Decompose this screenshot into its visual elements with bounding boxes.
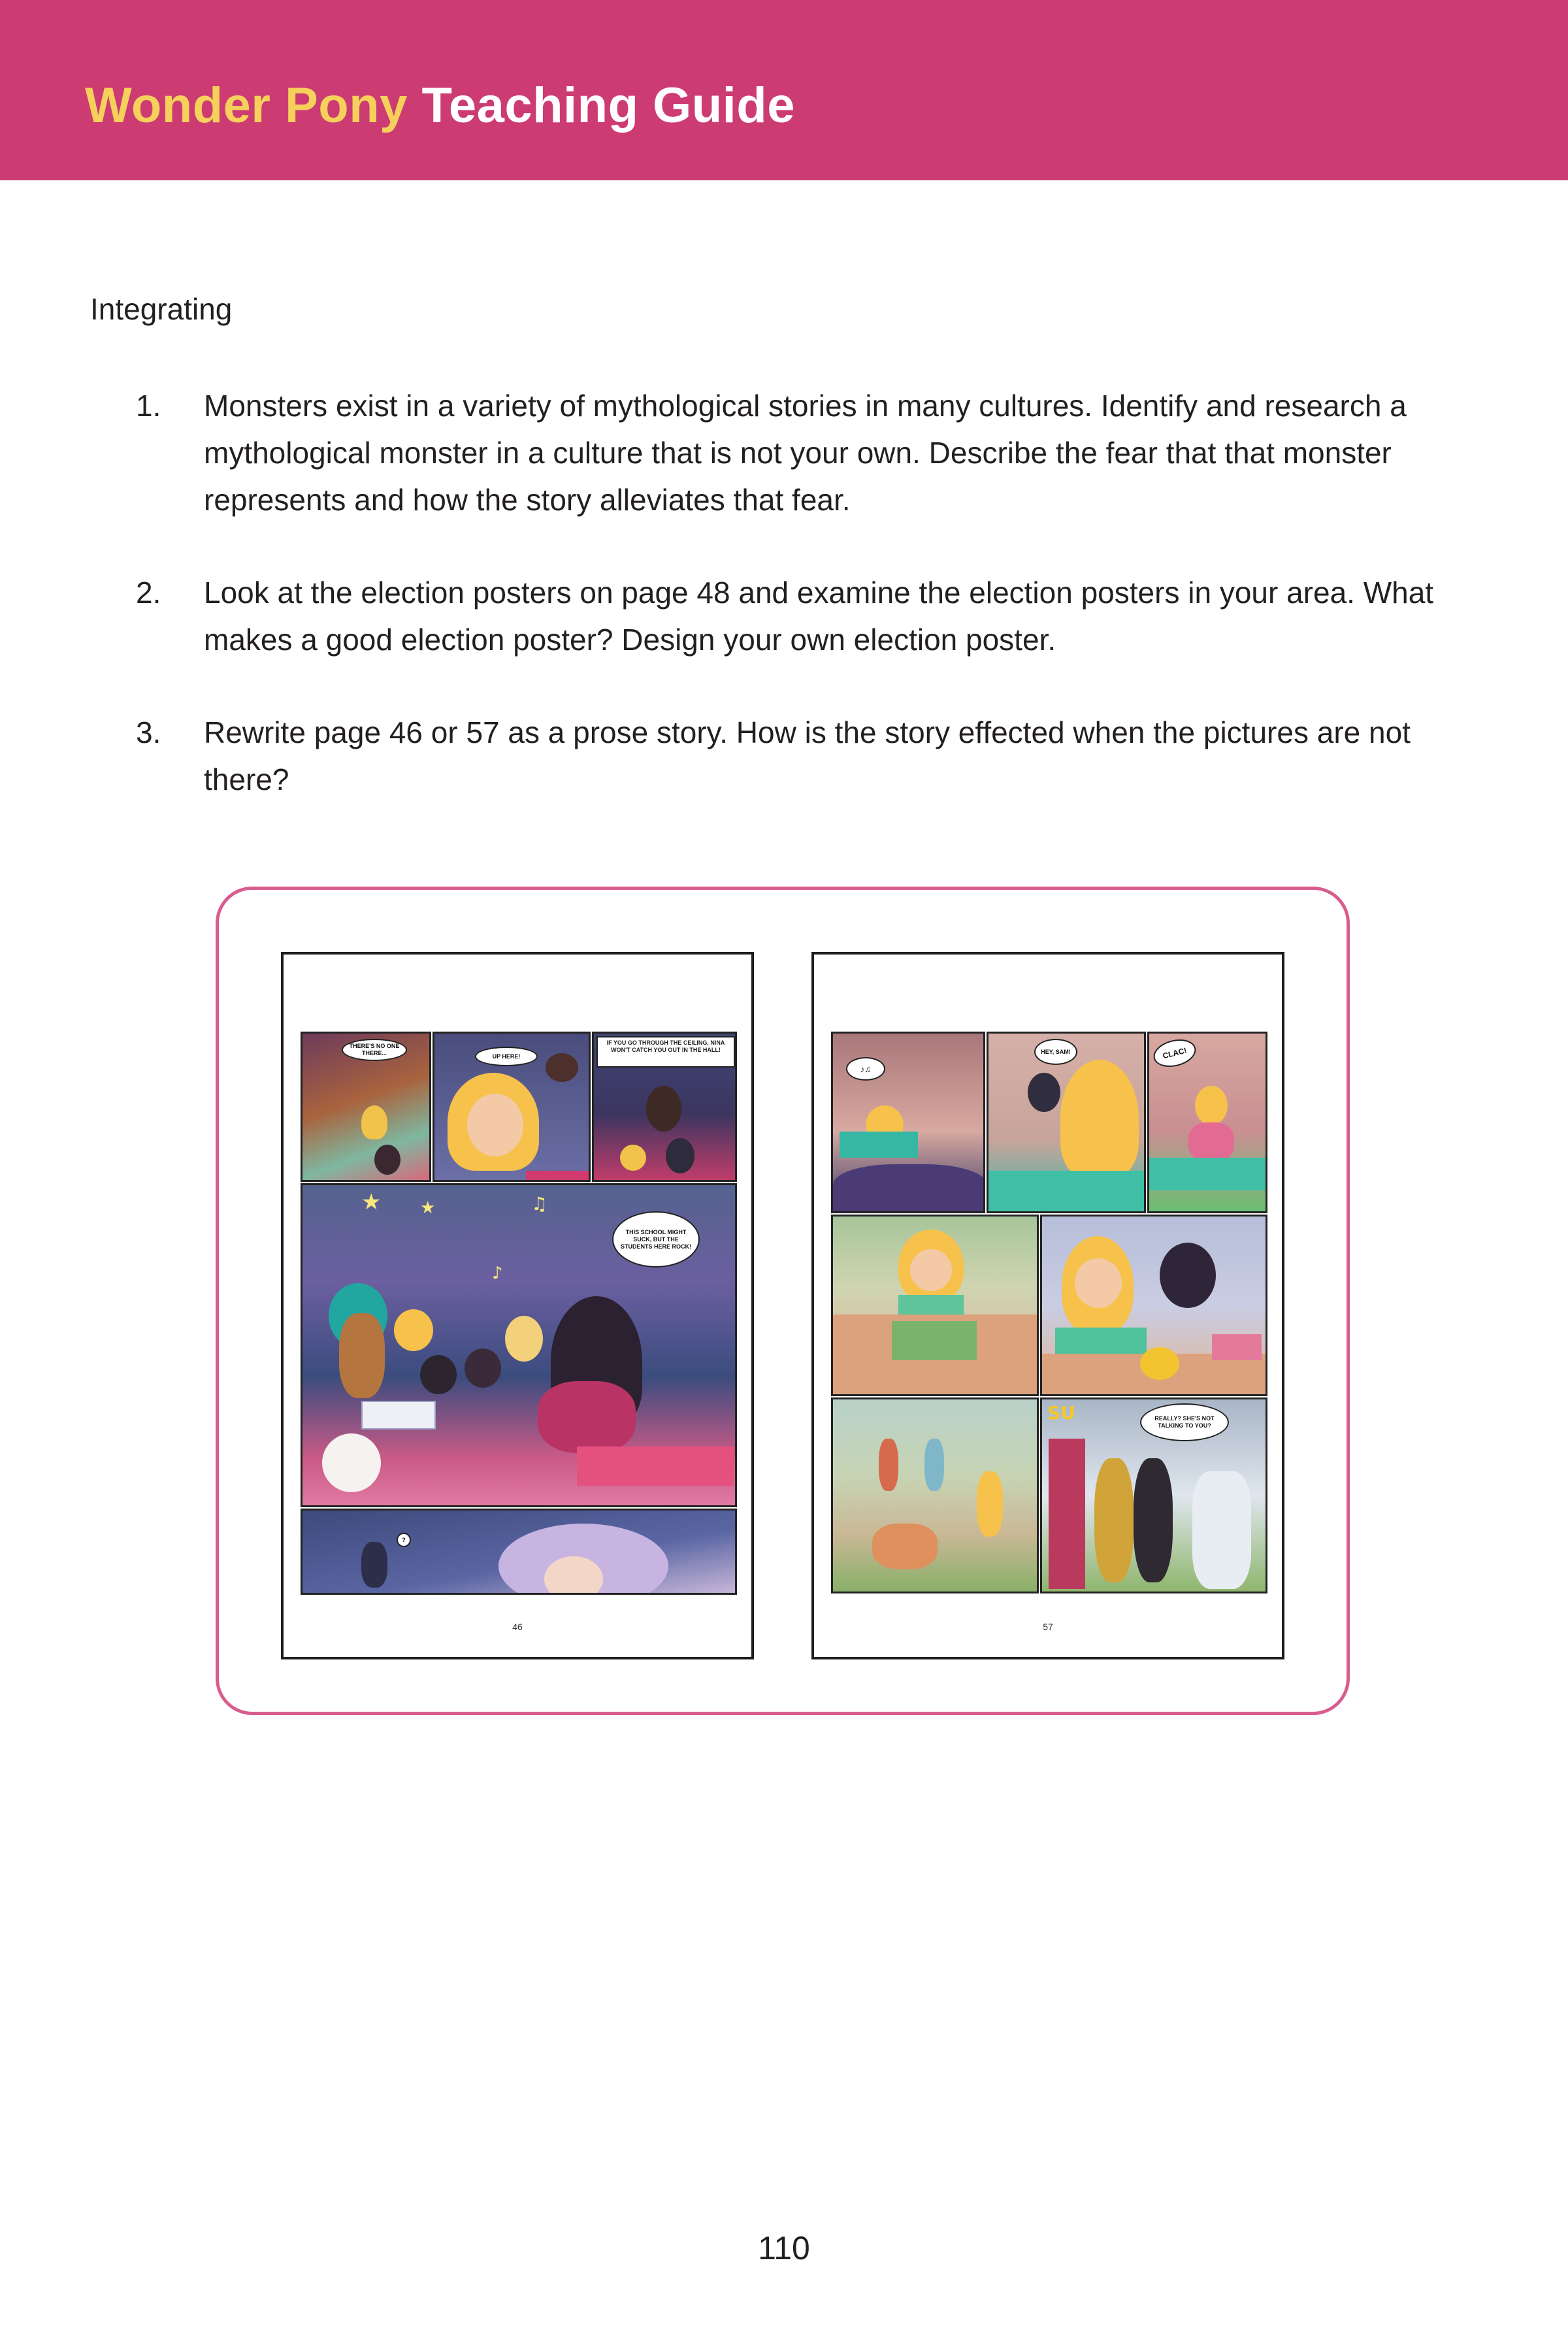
comic-panel bbox=[831, 1215, 1039, 1396]
comic-character bbox=[1094, 1458, 1134, 1582]
comic-character bbox=[646, 1086, 681, 1132]
guide-title-suffix: Teaching Guide bbox=[421, 78, 795, 133]
comic-character bbox=[924, 1439, 944, 1491]
comic-character bbox=[394, 1309, 433, 1351]
speech-bubble: HEY, SAM! bbox=[1034, 1039, 1077, 1065]
question-list bbox=[136, 382, 1495, 849]
comic-panel bbox=[301, 1509, 737, 1595]
comic-character bbox=[546, 1053, 578, 1082]
comic-furniture bbox=[833, 1164, 985, 1213]
question-number: 1. bbox=[136, 389, 161, 423]
comic-furniture bbox=[1212, 1334, 1262, 1360]
speech-bubble: REALLY? SHE'S NOT TALKING TO YOU? bbox=[1140, 1403, 1229, 1441]
comic-page-57 bbox=[811, 952, 1284, 1659]
comic-furniture bbox=[988, 1171, 1146, 1213]
comic-character bbox=[910, 1249, 952, 1291]
comic-furniture bbox=[1049, 1439, 1085, 1589]
music-note-icon: ♪ bbox=[492, 1264, 503, 1283]
comic-character bbox=[538, 1381, 636, 1453]
comic-character bbox=[505, 1316, 543, 1362]
comic-character bbox=[339, 1313, 385, 1398]
question-text: Monsters exist in a variety of mythological stories in many cultures. Identify and research a mythological monster in a culture that is not your own. Describe the fear that that monster represents and how the story alleviates that fear. bbox=[204, 389, 1407, 517]
speech-bubble: UP HERE! bbox=[475, 1047, 538, 1066]
comic-character bbox=[467, 1094, 523, 1156]
music-note-icon: ♫ bbox=[531, 1193, 548, 1215]
comic-page-number: 57 bbox=[1043, 1622, 1053, 1632]
comic-panel bbox=[433, 1032, 591, 1182]
comic-panel bbox=[592, 1032, 737, 1182]
comic-character bbox=[361, 1542, 387, 1588]
comic-page-46 bbox=[281, 952, 754, 1659]
speech-bubble: THERE'S NO ONE THERE... bbox=[342, 1039, 407, 1061]
comic-furniture bbox=[892, 1321, 977, 1360]
comic-figure-frame bbox=[216, 887, 1350, 1715]
speech-bubble: THIS SCHOOL MIGHT SUCK, BUT THE STUDENTS HERE ROCK! bbox=[612, 1211, 700, 1267]
comic-character bbox=[1028, 1073, 1060, 1112]
comic-character bbox=[1075, 1258, 1122, 1308]
comic-character bbox=[526, 1171, 591, 1182]
star-icon: ★ bbox=[420, 1198, 436, 1218]
speech-bubble: ? bbox=[397, 1533, 411, 1547]
sound-effect-text: SU bbox=[1047, 1402, 1075, 1424]
speech-bubble: ♪♫ bbox=[846, 1057, 885, 1081]
comic-character bbox=[977, 1471, 1003, 1537]
comic-character bbox=[1060, 1060, 1139, 1177]
comic-character bbox=[879, 1439, 898, 1491]
comic-character bbox=[1195, 1086, 1228, 1125]
comic-panel bbox=[831, 1397, 1039, 1593]
comic-furniture bbox=[840, 1132, 918, 1158]
question-number: 3. bbox=[136, 715, 161, 749]
comic-furniture bbox=[1149, 1158, 1267, 1190]
comic-character bbox=[1160, 1243, 1216, 1308]
comic-character bbox=[1192, 1471, 1251, 1589]
comic-character bbox=[1134, 1458, 1173, 1582]
comic-furniture bbox=[577, 1446, 734, 1486]
comic-character bbox=[420, 1355, 457, 1394]
guide-title bbox=[85, 78, 795, 133]
comic-panel bbox=[301, 1032, 431, 1182]
comic-character bbox=[1188, 1122, 1234, 1162]
comic-panel bbox=[1040, 1397, 1267, 1593]
comic-furniture bbox=[322, 1433, 381, 1492]
comic-furniture bbox=[1140, 1347, 1179, 1380]
comic-panel bbox=[831, 1032, 985, 1213]
comic-character bbox=[666, 1138, 694, 1173]
section-heading: Integrating bbox=[90, 292, 233, 326]
question-item bbox=[136, 709, 1495, 803]
speech-bubble: CLAC! bbox=[1151, 1036, 1199, 1071]
caption-box: IF YOU GO THROUGH THE CEILING, NINA WON'T CATCH YOU OUT IN THE HALL! bbox=[596, 1036, 735, 1068]
comic-character bbox=[374, 1145, 400, 1175]
question-item bbox=[136, 382, 1495, 523]
header-band bbox=[0, 0, 1568, 180]
guide-brand-name: Wonder Pony bbox=[85, 78, 408, 133]
star-icon: ★ bbox=[361, 1189, 382, 1215]
comic-panel bbox=[1040, 1215, 1267, 1396]
page-number: 110 bbox=[758, 2230, 810, 2266]
comic-page-number: 46 bbox=[512, 1622, 523, 1632]
question-text: Rewrite page 46 or 57 as a prose story. How is the story effected when the pictures are not there? bbox=[204, 715, 1411, 796]
comic-panel bbox=[301, 1183, 737, 1507]
comic-furniture bbox=[361, 1401, 436, 1429]
comic-character bbox=[361, 1105, 387, 1139]
comic-panel bbox=[987, 1032, 1146, 1213]
comic-character bbox=[465, 1348, 501, 1388]
question-item bbox=[136, 569, 1495, 663]
comic-character bbox=[872, 1524, 938, 1569]
question-number: 2. bbox=[136, 576, 161, 610]
comic-panel bbox=[1147, 1032, 1267, 1213]
comic-character bbox=[620, 1145, 646, 1171]
question-text: Look at the election posters on page 48 and examine the election posters in your area. What makes a good election poster? Design your own election poster. bbox=[204, 576, 1434, 657]
